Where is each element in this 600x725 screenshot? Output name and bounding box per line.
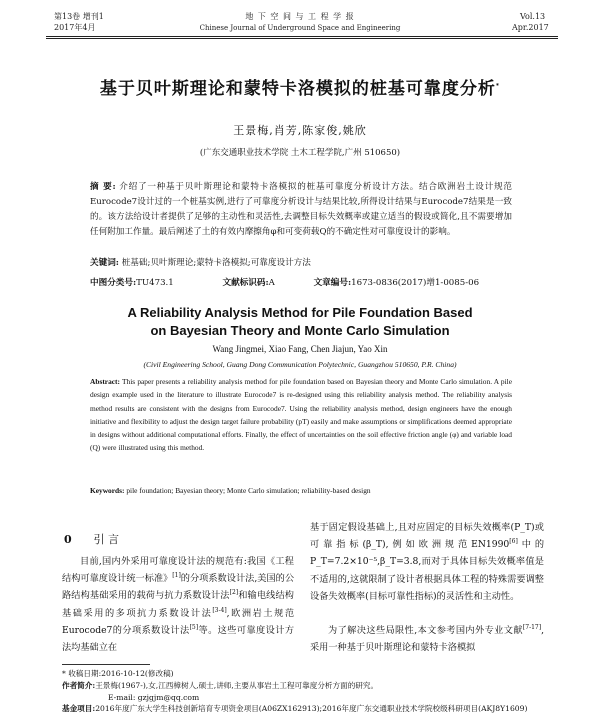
footnote-rule	[62, 664, 150, 665]
section-heading	[64, 531, 119, 547]
ref-mark: [3-4]	[212, 606, 227, 614]
affiliation-cn: (广东交通职业技术学院 土木工程学院,广州 510650)	[199, 148, 401, 158]
doc-code-label: 文献标识码:	[222, 278, 269, 288]
right-col-text-1b: 中的P_T=7.2×10⁻⁵,β_T=3.8,而对于具体目标失效概率值是不适用的,这就限制了设计者根据具体工程的特殊需要调整设备失效概率(目标可靠性指标)的灵活性和主动性。	[310, 539, 545, 602]
footnote-author-text: 王景梅(1967-),女,江西樟树人,硕士,讲师,主要从事岩土工程可靠度分析方面的研究。	[95, 681, 379, 690]
left-col-text-3: 和输电线结构基础采用的多项抗力系数设计法	[62, 590, 294, 619]
abstract-en-label: Abstract:	[90, 377, 120, 386]
ref-mark: [6]	[509, 538, 518, 546]
left-col-text-4: ,欧洲岩土规范Eurocode7的分项系数设计法	[62, 607, 295, 636]
abstract-cn	[90, 180, 512, 240]
journal-name-en: Chinese Journal of Underground Space and Engineering	[199, 24, 401, 32]
footnote-fund-text: 2016年度广东大学生科技创新培育专项资金项目(A06ZX162913);2016年度广东交通职业技术学院校级科研项目(AKJ8Y1609)	[95, 704, 528, 713]
abstract-cn-text: 介绍了一种基于贝叶斯理论和蒙特卡洛模拟的桩基可靠度分析设计方法。结合欧洲岩土设计规范Eurocode7设计过的一个桩基实例,进行了可靠度分析设计与结果比较,所得设计结果与Eurocode7结果是一致的。该方法给设计者提供了足够的主动性和灵活性,去调整目标失效概率或建立适当的假设或简化,且不需要增加任何附加工作量。最后阐述了土的有效内摩擦角φ和可变荷载Q的不确定性对可靠度设计的影响。	[90, 182, 512, 237]
footnote-received: * 收稿日期:2016-10-12(修改稿)	[62, 669, 174, 678]
header-rule-top	[46, 36, 558, 37]
keywords-en-text: pile foundation; Bayesian theory; Monte Carlo simulation; reliability-based design	[126, 486, 371, 495]
keywords-cn-label: 关键词:	[90, 258, 119, 268]
article-no-value: 1673-0836(2017)增1-0085-06	[351, 278, 480, 288]
ref-mark: [1]	[172, 572, 181, 580]
journal-name-cn: 地 下 空 间 与 工 程 学 报	[245, 12, 355, 21]
footnote-author-label: 作者简介:	[62, 681, 96, 690]
journal-date-en: Apr.2017	[512, 23, 549, 32]
affiliation-en: (Civil Engineering School, Guang Dong Communication Polytechnic, Guangzhou 510650, P.R. China)	[143, 360, 457, 369]
authors-en: Wang Jingmei, Xiao Fang, Chen Jiajun, Yao Xin	[212, 344, 388, 354]
left-col-text-5: 等。这些可靠度设计方法均基础立在	[62, 624, 295, 654]
title-footnote-mark: *	[495, 82, 501, 90]
clc-label: 中图分类号:	[90, 278, 137, 288]
abstract-en	[90, 375, 512, 455]
article-no-label: 文章编号:	[313, 278, 352, 288]
footnote-fund	[62, 703, 562, 714]
right-col-text-2b: ,采用一种基于贝叶斯理论和蒙特卡洛模拟	[310, 625, 544, 654]
right-col-text-1: 基于固定假设基础上,且对应固定的目标失效概率(P_T)或可靠指标(β_T),例如欧洲规范EN1990	[310, 522, 544, 551]
journal-volume: 第13卷 增刊1	[54, 12, 104, 21]
footnote-email: E-mail: gzjgjm@qq.com	[108, 693, 200, 702]
authors-cn: 王景梅,肖芳,陈家俊,姚欣	[233, 124, 367, 137]
classification-line	[90, 276, 520, 288]
journal-date: 2017年4月	[54, 23, 96, 32]
right-col-text-2a: 为了解决这些局限性,本文参考国内外专业文献	[328, 625, 523, 636]
left-col-text-1: 目前,国内外采用可靠度设计法的规范有:我国《工程结构可靠度设计统一标准》	[62, 556, 294, 585]
doc-code-value: A	[268, 278, 275, 288]
left-column-paragraph	[62, 553, 294, 656]
right-column-paragraph-2	[310, 622, 544, 656]
section-number: 0	[64, 533, 72, 546]
keywords-en-label: Keywords:	[90, 486, 125, 495]
clc-value: TU473.1	[136, 278, 174, 288]
left-col-text-2: 的分项系数设计法,美国的公路结构基础采用的载荷与抗力系数设计法	[62, 573, 295, 602]
header-rule-bottom	[46, 38, 558, 39]
paper-title-en-line2: on Bayesian Theory and Monte Carlo Simulation	[150, 323, 450, 338]
keywords-cn	[90, 256, 512, 271]
section-title: 引 言	[93, 533, 119, 546]
journal-vol-en: Vol.13	[520, 12, 546, 21]
keywords-en	[90, 484, 512, 497]
paper-title-en-line1: A Reliability Analysis Method for Pile Foundation Based	[127, 305, 473, 320]
ref-mark: [7-17]	[522, 623, 542, 631]
abstract-cn-label: 摘 要:	[90, 182, 116, 192]
paper-title-cn	[0, 74, 600, 99]
abstract-en-text: This paper presents a reliability analysis method for pile foundation based on Bayesian theory and Monte Carlo simulation. A pile design example used in the literature to illustrate Eurocode7 is re-designed using this reliability analysis method. The reliability analysis method results are consistent with the designs from Eurocode7. Using the reliability analysis method, design engineers have the enough initiative and flexibility to adjust the design target failure probability (pT) easily and make assumptions or simplifications deemed appropriate in designs without additional computational efforts. Finally, the effect of uncertainties on the soil effective friction angle (φ) and variable load (Q) were illustrated using this method.	[90, 377, 512, 453]
footnote-fund-label: 基金项目:	[62, 704, 96, 713]
keywords-cn-text: 桩基础;贝叶斯理论;蒙特卡洛模拟;可靠度设计方法	[121, 258, 311, 268]
ref-mark: [2]	[229, 589, 239, 597]
right-column-paragraph-1	[310, 519, 544, 605]
ref-mark: [5]	[189, 623, 199, 631]
paper-title-cn-text: 基于贝叶斯理论和蒙特卡洛模拟的桩基可靠度分析	[99, 79, 496, 99]
